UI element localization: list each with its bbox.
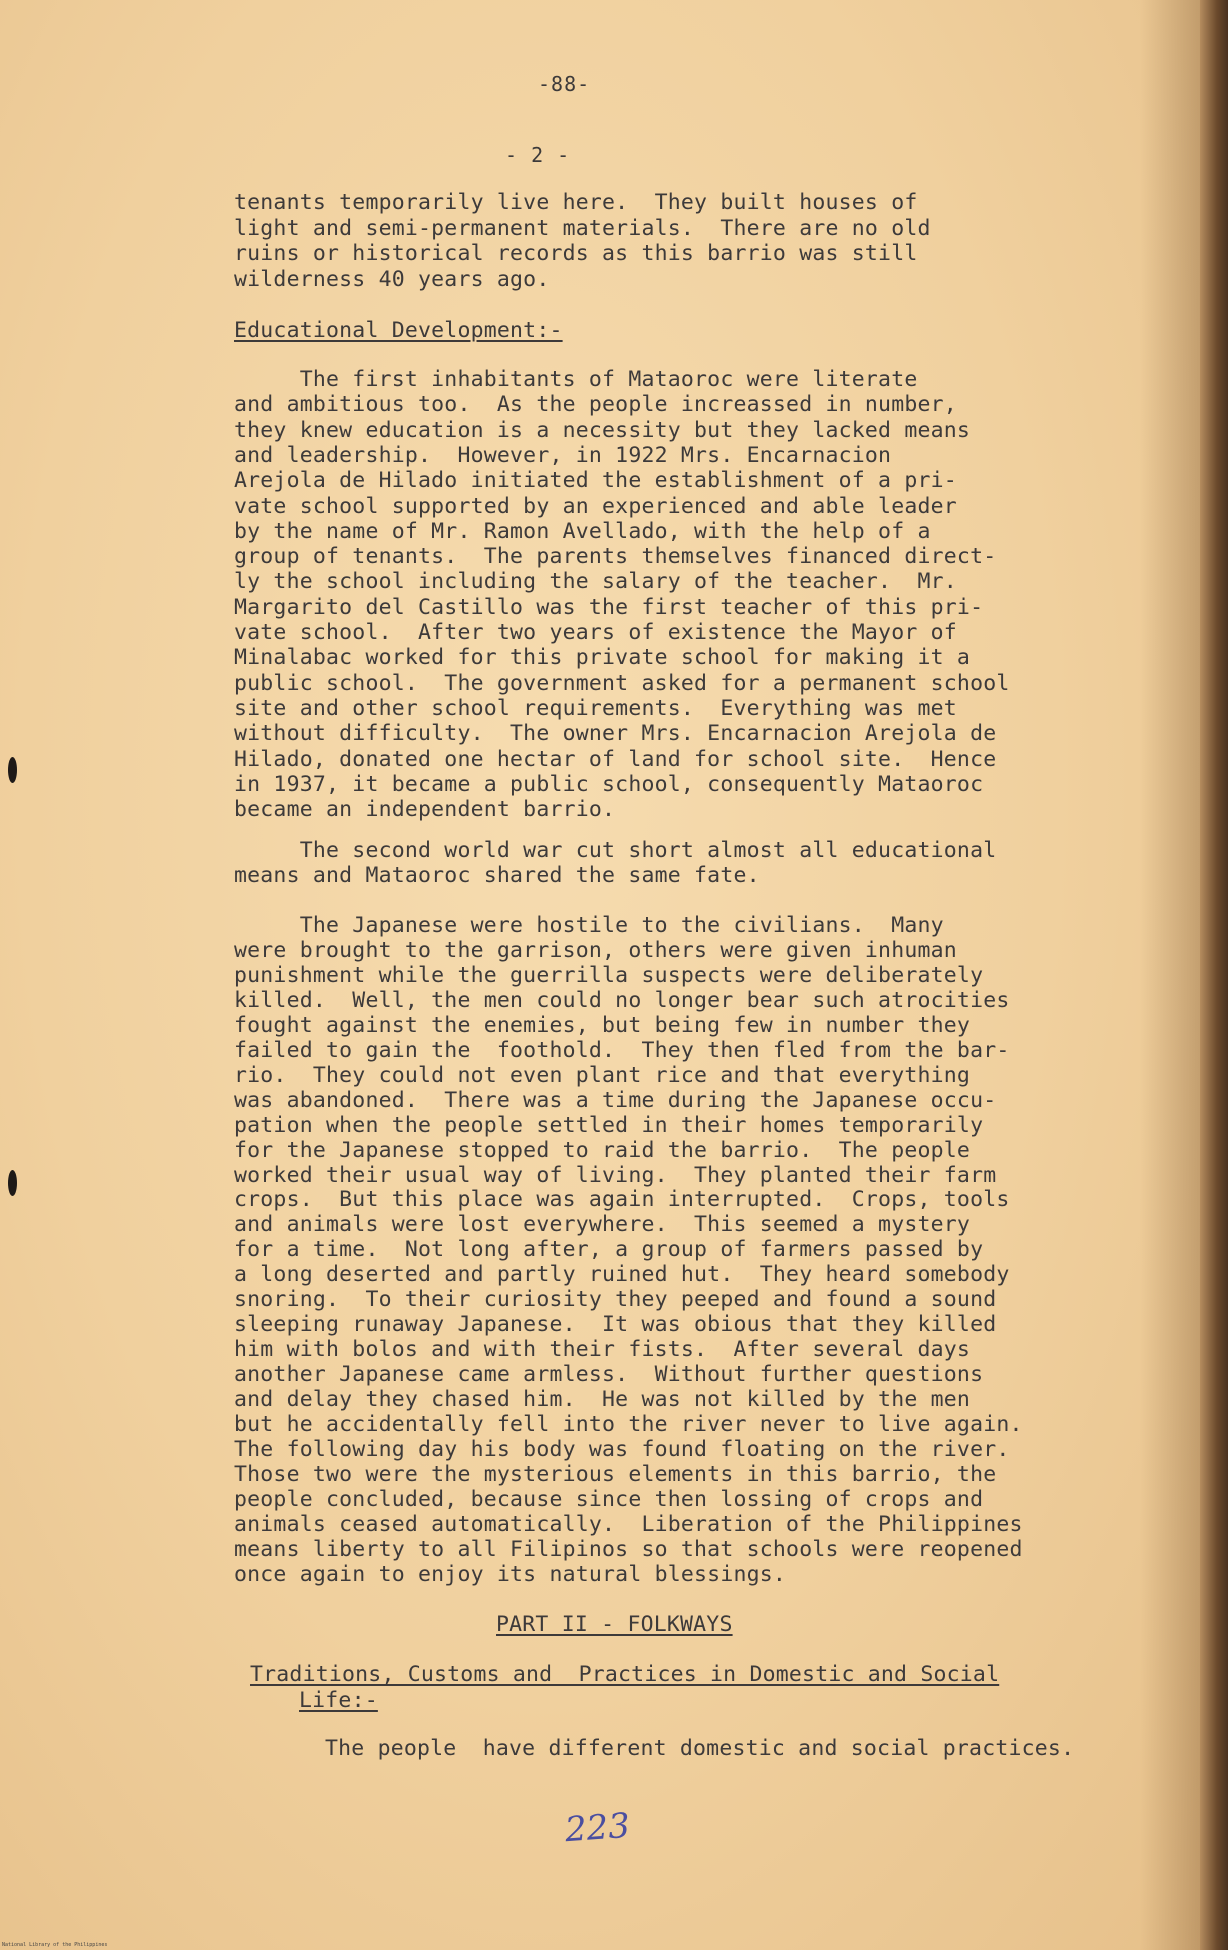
text-line: ruins or historical records as this barrio was still [234,241,918,266]
text-line: and delay they chased him. He was not killed by the men [234,1387,971,1413]
text-line: vate school supported by an experienced and able leader [234,493,957,519]
text-line: fought against the enemies, but being few in number they [234,1012,971,1038]
binding-shadow [1140,0,1200,1950]
text-line: him with bolos and with their fists. After several days [234,1337,971,1363]
text-line: means liberty to all Filipinos so that schools were reopened [234,1536,1023,1562]
text-line: public school. The government asked for a permanent school [234,670,1010,696]
text-line: people concluded, because since then lossing of crops and [234,1486,984,1512]
text-line: for a time. Not long after, a group of farmers passed by [234,1237,984,1263]
text-line: but he accidentally fell into the river never to live again. [234,1412,1023,1437]
text-line: another Japanese came armless. Without further questions [234,1362,984,1388]
text-line: The second world war cut short almost all educational [234,838,997,863]
page-edge [1200,0,1228,1950]
text-line: Hilado, donated one hectar of land for school site. Hence [234,746,997,772]
text-line: failed to gain the foothold. They then fled from the bar- [234,1037,1010,1063]
text-line: in 1937, it became a public school, consequently Mataoroc [234,771,984,797]
page-number-sub: - 2 - [505,143,571,167]
binding-hole-upper [8,757,17,783]
footer-stamp: National Library of the Philippines [2,1942,108,1948]
traditions-heading-line-2: Life:- [299,1688,378,1713]
text-line: ly the school including the salary of the teacher. Mr. [234,569,957,595]
text-line: Those two were the mysterious elements in this barrio, the [234,1461,997,1487]
text-line: once again to enjoy its natural blessings. [234,1561,787,1587]
text-line: Minalabac worked for this private school for making it a [234,645,971,671]
text-line: site and other school requirements. Everything was met [234,695,957,721]
text-line: light and semi-permanent materials. There are no old [234,215,931,241]
text-line: by the name of Mr. Ramon Avellado, with the help of a [234,518,931,544]
text-line: without difficulty. The owner Mrs. Encarnacion Arejola de [234,721,997,747]
text-line: vate school. After two years of existence the Mayor of [234,620,957,645]
text-line: a long deserted and partly ruined hut. They heard somebody [234,1262,1010,1288]
text-line: worked their usual way of living. They planted their farm [234,1162,997,1188]
text-line: crops. But this place was again interrupted. Crops, tools [234,1187,1010,1213]
text-line: rio. They could not even plant rice and that everything [234,1062,971,1088]
text-line: killed. Well, the men could no longer bear such atrocities [234,987,1010,1013]
text-line: was abandoned. There was a time during the Japanese occu- [234,1087,997,1113]
text-line: Margarito del Castillo was the first teacher of this pri- [234,594,984,620]
section-heading-educational: Educational Development:- [234,318,563,343]
text-line: were brought to the garrison, others were given inhuman [234,937,957,963]
text-line: for the Japanese stopped to raid the barrio. The people [234,1137,971,1163]
text-line: The Japanese were hostile to the civilians. Many [234,913,944,938]
text-line: animals ceased automatically. Liberation of the Philippines [234,1511,1023,1537]
text-line: punishment while the guerrilla suspects were deliberately [234,962,984,988]
text-line: The first inhabitants of Mataoroc were literate [234,367,918,392]
text-line: snoring. To their curiosity they peeped and found a sound [234,1287,997,1313]
text-line: they knew education is a necessity but they lacked means [234,417,971,443]
text-line: and ambitious too. As the people increassed in number, [234,392,957,418]
text-line: and animals were lost everywhere. This seemed a mystery [234,1212,971,1238]
text-line: tenants temporarily live here. They built houses of [234,190,918,215]
last-line: The people have different domestic and social practices. [325,1736,1075,1761]
text-line: group of tenants. The parents themselves financed direct- [234,544,997,570]
text-line: Arejola de Hilado initiated the establishment of a pri- [234,468,957,494]
text-line: sleeping runaway Japanese. It was obious that they killed [234,1312,997,1338]
text-line: The following day his body was found floating on the river. [234,1436,1010,1462]
traditions-heading-line-1: Traditions, Customs and Practices in Domestic and Social [250,1662,1000,1687]
handwritten-page-number: 223 [563,1805,632,1851]
text-line: wilderness 40 years ago. [234,266,550,292]
page-number-top: -88- [538,72,591,96]
text-line: became an independent barrio. [234,797,616,823]
text-line: and leadership. However, in 1922 Mrs. Encarnacion [234,442,892,468]
text-line: pation when the people settled in their homes temporarily [234,1112,984,1138]
text-line: means and Mataoroc shared the same fate. [234,863,760,888]
part-heading: PART II - FOLKWAYS [496,1612,733,1637]
binding-hole-lower [8,1170,17,1196]
